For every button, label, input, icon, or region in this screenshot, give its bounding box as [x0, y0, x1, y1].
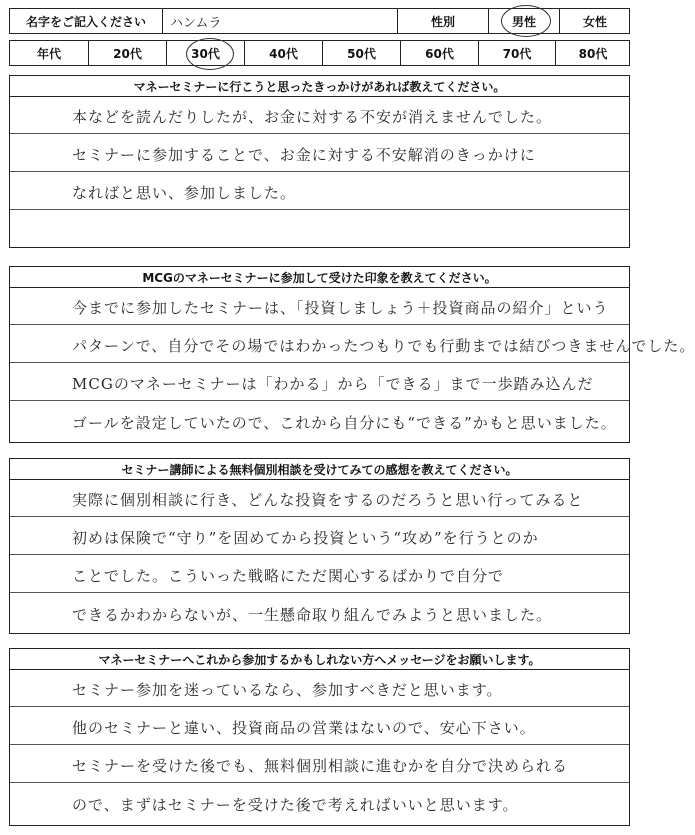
answer-text: 初めは保険で“守り”を固めてから投資という“攻め”を行うとのか: [72, 529, 539, 547]
answer-line[interactable]: [10, 211, 629, 248]
answer-line[interactable]: [10, 708, 629, 745]
age-selection-circle: [186, 38, 234, 70]
answer-text: パターンで、自分でその場ではわかったつもりでも行動までは結びつきませんでした。: [72, 337, 695, 355]
answer-text: セミナーに参加することで、お金に対する不安解消のきっかけに: [72, 146, 536, 164]
gender-female-option[interactable]: 女性: [582, 14, 607, 29]
answer-line[interactable]: [10, 784, 629, 821]
answer-line[interactable]: [10, 364, 629, 401]
gender-label: 性別: [430, 14, 455, 29]
answer-text: 今までに参加したセミナーは、「投資しましょう＋投資商品の紹介」という: [72, 299, 609, 317]
answer-text: セミナー参加を迷っているなら、参加すべきだと思います。: [72, 681, 503, 699]
answer-text: なればと思い、参加しました。: [72, 184, 297, 202]
answer-text: 他のセミナーと違い、投資商品の営業はないので、安心下さい。: [72, 719, 536, 737]
answer-text: 実際に個別相談に行き、どんな投資をするのだろうと思い行ってみると: [72, 491, 584, 509]
answer-line[interactable]: [10, 746, 629, 783]
answer-text: MCGのマネーセミナーは「わかる」から「できる」まで一歩踏み込んだ: [72, 375, 594, 393]
answer-line[interactable]: [10, 402, 629, 439]
answer-line[interactable]: [10, 556, 629, 593]
gender-selection-circle: [501, 5, 551, 37]
section-title: MCGのマネーセミナーに参加して受けた印象を教えてください。: [10, 267, 629, 288]
answer-line[interactable]: [10, 480, 629, 517]
answer-line[interactable]: [10, 288, 629, 325]
question-section-2: [9, 266, 695, 443]
age-option-60s[interactable]: 60代: [425, 46, 454, 61]
name-label: 名字をご記入ください: [25, 14, 146, 29]
age-option-70s[interactable]: 70代: [502, 46, 532, 61]
question-section-4: [9, 648, 630, 826]
answer-text: ことでした。こういった戦略にただ関心するばかりで自分で: [72, 567, 505, 585]
answer-text: ゴールを設定していたので、これから自分にも“できる”かもと思いました。: [72, 414, 617, 432]
name-value[interactable]: ハンムラ: [170, 15, 222, 31]
age-option-20s[interactable]: 20代: [113, 46, 142, 61]
answer-text: 本などを読んだりしたが、お金に対する不安が消えませんでした。: [72, 108, 553, 126]
age-option-30s[interactable]: 30代: [191, 46, 220, 61]
answer-line[interactable]: [10, 670, 629, 707]
answer-line[interactable]: [10, 518, 629, 555]
answer-text: できるかわからないが、一生懸命取り組んでみようと思いました。: [72, 606, 553, 624]
gender-male-option[interactable]: 男性: [511, 14, 536, 29]
section-title: マネーセミナーへこれから参加するかもしれない方へメッセージをお願いします。: [10, 649, 629, 670]
age-option-50s[interactable]: 50代: [347, 46, 376, 61]
answer-text: ので、まずはセミナーを受けた後で考えればいいと思います。: [72, 796, 519, 814]
answer-line[interactable]: [10, 97, 629, 134]
question-section-1: [9, 75, 630, 248]
age-row: [9, 40, 630, 66]
answer-text: セミナーを受けた後でも、無料個別相談に進むかを自分で決められる: [72, 757, 569, 775]
answer-line[interactable]: [10, 135, 629, 172]
age-label: 年代: [36, 46, 61, 61]
age-option-80s[interactable]: 80代: [578, 46, 608, 61]
section-title: セミナー講師による無料個別相談を受けてみての感想を教えてください。: [10, 459, 629, 480]
answer-line[interactable]: [10, 326, 695, 363]
section-title: マネーセミナーに行こうと思ったきっかけがあれば教えてください。: [10, 76, 629, 97]
answer-line[interactable]: [10, 173, 629, 210]
header-row: [9, 8, 630, 34]
age-option-40s[interactable]: 40代: [269, 46, 298, 61]
question-section-3: [9, 458, 630, 634]
answer-line[interactable]: [10, 594, 629, 631]
